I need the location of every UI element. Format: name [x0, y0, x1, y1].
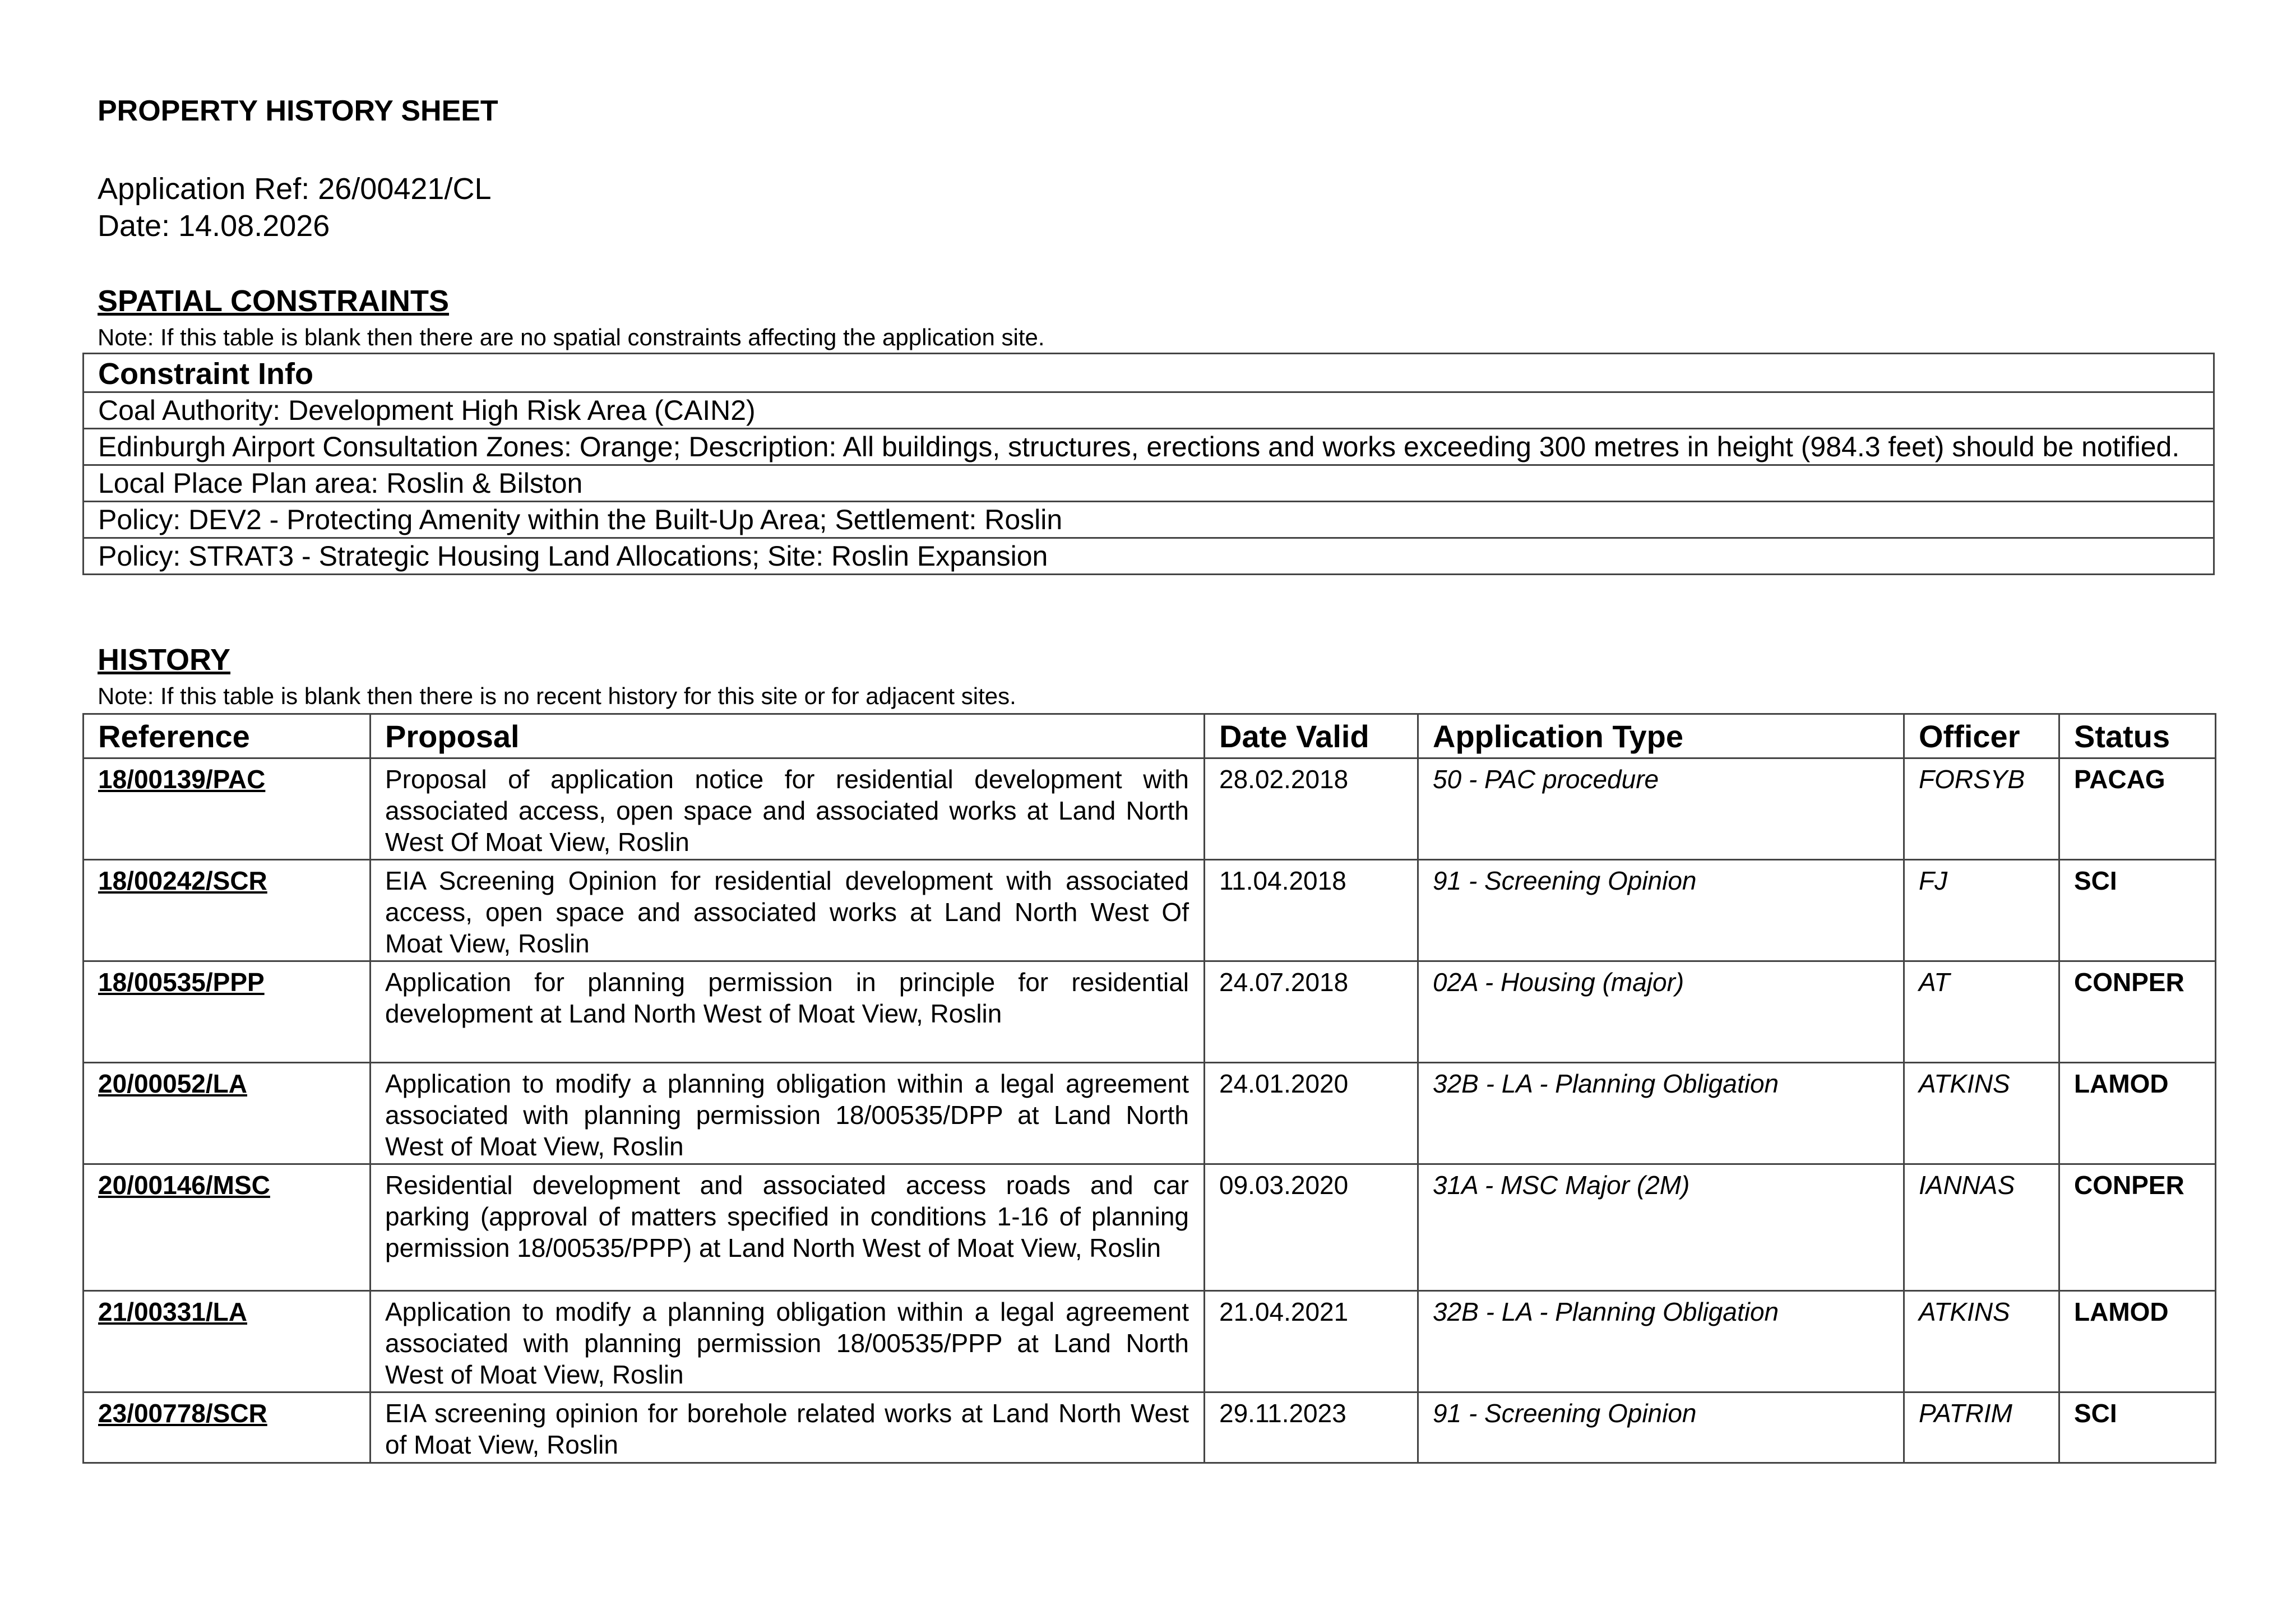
table-row	[84, 1392, 2216, 1463]
proposal-cell: Proposal of application notice for residential development with associated access, open space and associated works at Land North West Of Moat View, Roslin	[371, 758, 1205, 860]
proposal-cell: Application to modify a planning obligation within a legal agreement associated with planning permission 18/00535/DPP at Land North West of Moat View, Roslin	[371, 1063, 1205, 1164]
officer-cell: FJ	[1904, 860, 2059, 961]
table-header-row	[84, 354, 2214, 392]
application-type-column-header: Application Type	[1418, 714, 1904, 758]
table-row	[84, 1063, 2216, 1164]
constraint-cell: Policy: STRAT3 - Strategic Housing Land Allocations; Site: Roslin Expansion	[84, 538, 2214, 575]
date-valid-cell: 11.04.2018	[1205, 860, 1418, 961]
date-valid-cell: 28.02.2018	[1205, 758, 1418, 860]
constraint-cell: Edinburgh Airport Consultation Zones: Orange; Description: All buildings, structures, erections and works exceeding 300 metres in height (984.3 feet) should be notified.	[84, 429, 2214, 465]
spatial-constraints-table	[82, 353, 2215, 575]
application-type-cell: 91 - Screening Opinion	[1418, 1392, 1904, 1463]
status-cell: SCI	[2059, 1392, 2216, 1463]
application-type-cell: 02A - Housing (major)	[1418, 961, 1904, 1063]
history-note: Note: If this table is blank then there is no recent history for this site or for adjacent sites.	[98, 683, 1016, 709]
constraint-cell: Local Place Plan area: Roslin & Bilston	[84, 465, 2214, 502]
application-type-cell: 50 - PAC procedure	[1418, 758, 1904, 860]
table-row	[84, 758, 2216, 860]
table-row	[84, 1291, 2216, 1392]
application-type-cell: 31A - MSC Major (2M)	[1418, 1164, 1904, 1291]
status-cell: PACAG	[2059, 758, 2216, 860]
date-valid-cell: 29.11.2023	[1205, 1392, 1418, 1463]
proposal-cell: Residential development and associated access roads and car parking (approval of matters specified in conditions 1-16 of planning permission 18/00535/PPP) at Land North West of Moat View, Roslin	[371, 1164, 1205, 1291]
constraint-row	[84, 465, 2214, 502]
constraint-cell: Coal Authority: Development High Risk Area (CAIN2)	[84, 392, 2214, 429]
application-type-cell: 32B - LA - Planning Obligation	[1418, 1063, 1904, 1164]
date-valid-cell: 24.07.2018	[1205, 961, 1418, 1063]
officer-cell: AT	[1904, 961, 2059, 1063]
application-ref: Application Ref: 26/00421/CL	[98, 172, 492, 206]
spatial-constraints-note: Note: If this table is blank then there are no spatial constraints affecting the application site.	[98, 324, 1045, 350]
date-valid-cell: 24.01.2020	[1205, 1063, 1418, 1164]
officer-cell: FORSYB	[1904, 758, 2059, 860]
constraint-cell: Policy: DEV2 - Protecting Amenity within the Built-Up Area; Settlement: Roslin	[84, 502, 2214, 538]
status-cell: CONPER	[2059, 1164, 2216, 1291]
status-cell: SCI	[2059, 860, 2216, 961]
table-row	[84, 860, 2216, 961]
status-cell: LAMOD	[2059, 1063, 2216, 1164]
table-row	[84, 1164, 2216, 1291]
status-cell: LAMOD	[2059, 1291, 2216, 1392]
status-cell: CONPER	[2059, 961, 2216, 1063]
table-row	[84, 961, 2216, 1063]
reference-column-header: Reference	[84, 714, 371, 758]
reference-link[interactable]: 23/00778/SCR	[84, 1392, 371, 1463]
document-date: Date: 14.08.2026	[98, 209, 330, 243]
document-title: PROPERTY HISTORY SHEET	[98, 95, 498, 127]
proposal-column-header: Proposal	[371, 714, 1205, 758]
reference-link[interactable]: 18/00139/PAC	[84, 758, 371, 860]
constraint-row	[84, 538, 2214, 575]
status-column-header: Status	[2059, 714, 2216, 758]
application-type-cell: 32B - LA - Planning Obligation	[1418, 1291, 1904, 1392]
table-header-row	[84, 714, 2216, 758]
officer-cell: ATKINS	[1904, 1063, 2059, 1164]
reference-link[interactable]: 18/00535/PPP	[84, 961, 371, 1063]
date-valid-cell: 09.03.2020	[1205, 1164, 1418, 1291]
officer-cell: ATKINS	[1904, 1291, 2059, 1392]
officer-cell: IANNAS	[1904, 1164, 2059, 1291]
constraint-row	[84, 429, 2214, 465]
officer-column-header: Officer	[1904, 714, 2059, 758]
reference-link[interactable]: 21/00331/LA	[84, 1291, 371, 1392]
proposal-cell: EIA Screening Opinion for residential development with associated access, open space and associated works at Land North West Of Moat View, Roslin	[371, 860, 1205, 961]
application-type-cell: 91 - Screening Opinion	[1418, 860, 1904, 961]
reference-link[interactable]: 18/00242/SCR	[84, 860, 371, 961]
constraint-row	[84, 392, 2214, 429]
reference-link[interactable]: 20/00052/LA	[84, 1063, 371, 1164]
history-table	[82, 713, 2216, 1464]
history-heading: HISTORY	[98, 643, 231, 677]
spatial-constraints-heading: SPATIAL CONSTRAINTS	[98, 284, 450, 318]
date-valid-column-header: Date Valid	[1205, 714, 1418, 758]
proposal-cell: Application to modify a planning obligation within a legal agreement associated with planning permission 18/00535/PPP at Land North West of Moat View, Roslin	[371, 1291, 1205, 1392]
constraint-info-header: Constraint Info	[84, 354, 2214, 392]
reference-link[interactable]: 20/00146/MSC	[84, 1164, 371, 1291]
constraint-row	[84, 502, 2214, 538]
date-valid-cell: 21.04.2021	[1205, 1291, 1418, 1392]
proposal-cell: EIA screening opinion for borehole related works at Land North West of Moat View, Roslin	[371, 1392, 1205, 1463]
officer-cell: PATRIM	[1904, 1392, 2059, 1463]
proposal-cell: Application for planning permission in principle for residential development at Land North West of Moat View, Roslin	[371, 961, 1205, 1063]
